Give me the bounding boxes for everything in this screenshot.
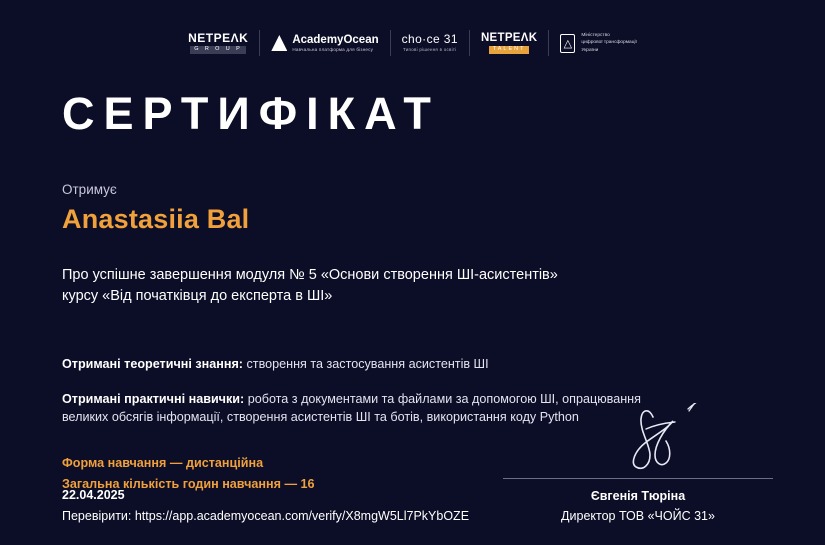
practice-label: Отримані практичні навички:: [62, 391, 245, 406]
completion-statement-line2: курсу «Від початківця до експерта в ШІ»: [62, 288, 333, 305]
ministry-line3: України: [581, 47, 599, 53]
verify-link[interactable]: Перевірити: https://app.academyocean.com/verify/X8mgW5Ll7PkYbOZE: [62, 509, 470, 523]
completion-statement: [62, 265, 702, 307]
academy-ocean-name-part2: Ocean: [343, 34, 379, 47]
signature-icon: [503, 403, 773, 483]
completion-statement-line1: Про успішне завершення модуля № 5 «Основи створення ШІ-асистентів»: [62, 267, 558, 283]
awarded-label: Отримує: [62, 182, 117, 197]
footer-right: [503, 405, 773, 523]
recipient-name: Anastasiia Bal: [62, 204, 250, 234]
ministry-line2: цифрової трансформації: [581, 40, 637, 46]
signer-role: Директор ТОВ «ЧОЙС 31»: [561, 509, 715, 523]
logo-ministry: [549, 28, 648, 58]
choice31-tagline: Типові рішення в освіті: [403, 47, 457, 53]
theory-label: Отримані теоретичні знання:: [62, 357, 244, 372]
signature-line: [503, 478, 773, 479]
logo-choice31: [391, 28, 469, 58]
academy-ocean-tagline: Навчальна платформа для бізнесу: [292, 46, 374, 52]
logo-netpeak-group: [177, 28, 259, 58]
netpeak-talent-name: NETPEΛK: [480, 31, 538, 44]
practice-value: робота з документами та файлами за допомогою ШІ, опрацювання великих обсягів інформації, створення асистентів ШІ та ботів, використання коду Python: [62, 391, 641, 425]
netpeak-group-subtitle: G R O U P: [190, 46, 246, 54]
signer-name: Євгенія Тюріна: [590, 489, 686, 503]
theory-block: [62, 355, 687, 374]
theory-value: створення та застосування асистентів ШІ: [243, 357, 489, 372]
logo-netpeak-talent: [470, 28, 548, 58]
footer-left: [62, 488, 469, 523]
academy-ocean-mark-icon: [271, 35, 287, 51]
choice31-name: cho·ce 31: [401, 31, 458, 46]
signature-area: [503, 405, 773, 487]
logo-bar: [0, 26, 825, 60]
total-hours: Загальна кількість годин навчання — 16: [62, 476, 315, 491]
netpeak-talent-subtitle: TALENT: [489, 46, 530, 54]
academy-ocean-name-part1: Academy: [292, 34, 344, 47]
ministry-line1: Міністерство: [581, 33, 610, 39]
logo-academy-ocean: [260, 28, 389, 58]
page-title: СЕРТИФІКАТ: [62, 88, 440, 139]
study-form: Форма навчання — дистанційна: [62, 455, 264, 470]
ukraine-trident-icon: △: [560, 34, 575, 53]
issue-date: 22.04.2025: [62, 488, 125, 502]
netpeak-group-name: NETPEΛK: [188, 31, 249, 46]
